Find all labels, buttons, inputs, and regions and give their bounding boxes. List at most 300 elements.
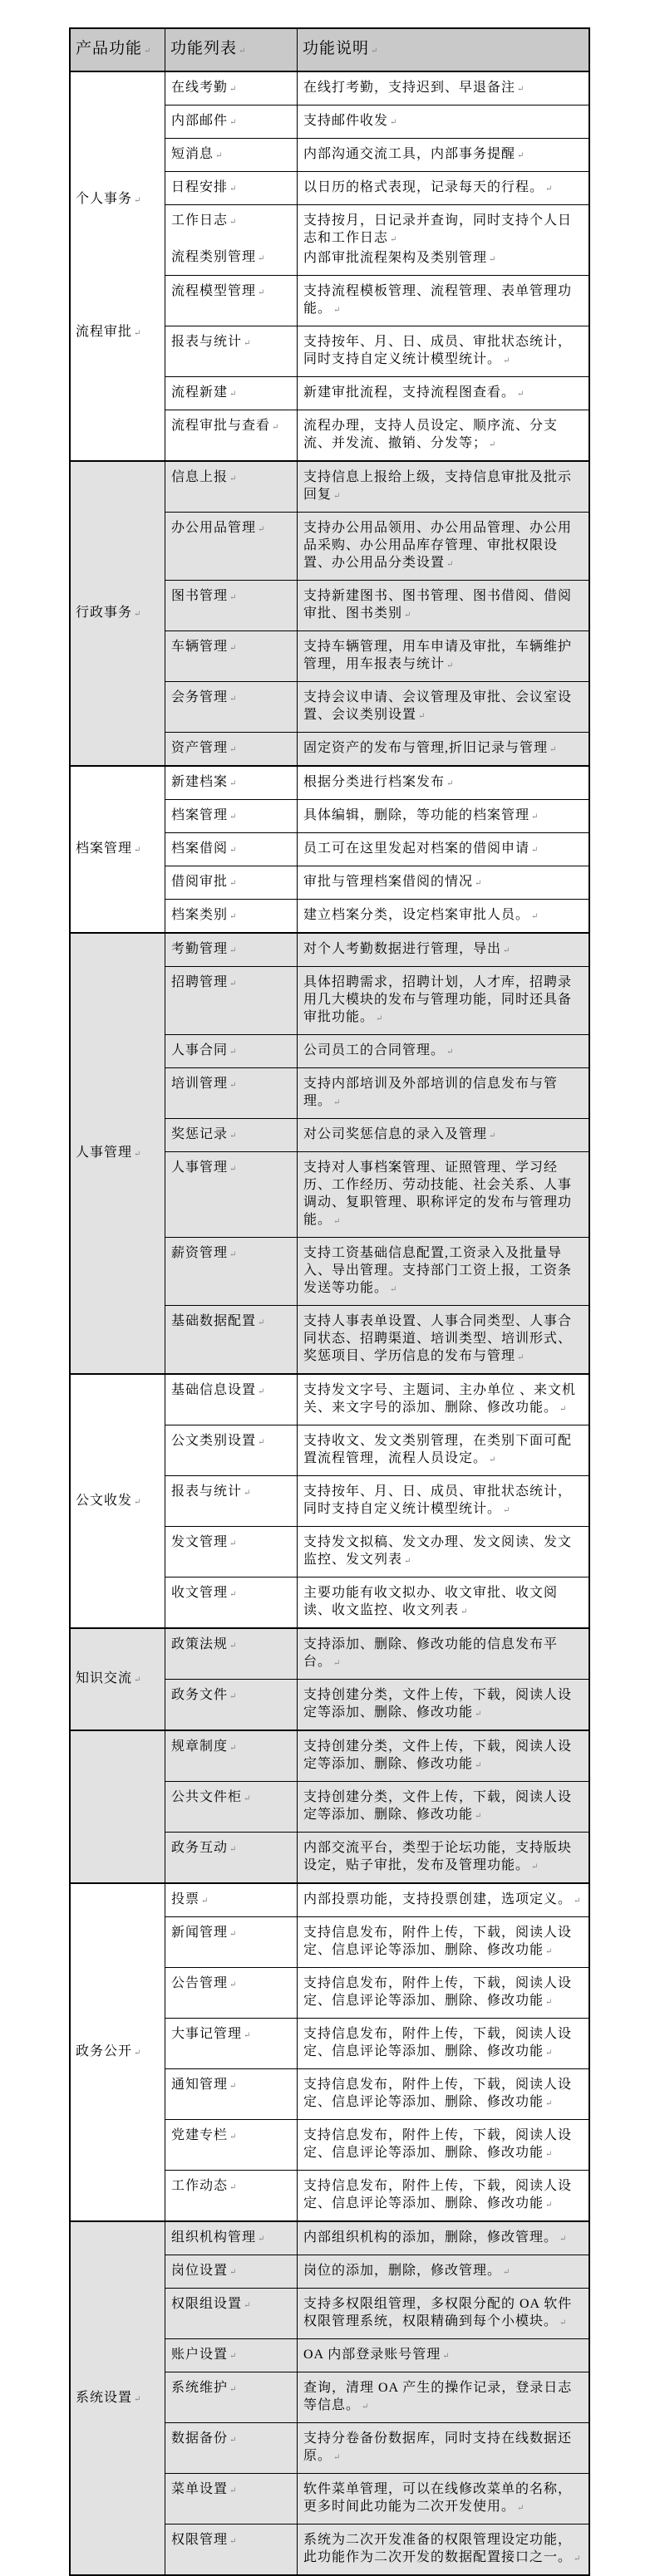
feature-desc-cell bbox=[298, 205, 589, 275]
feature-desc-cell bbox=[298, 967, 589, 1034]
feature-name: 日程安排 ↵ bbox=[171, 179, 293, 198]
table-row bbox=[165, 204, 589, 275]
feature-name: 档案管理 ↵ bbox=[171, 807, 293, 826]
feature-name-cell bbox=[165, 72, 298, 105]
category-cell bbox=[71, 934, 165, 1373]
feature-desc-cell bbox=[298, 72, 589, 105]
feature-name: 发文管理 ↵ bbox=[171, 1533, 293, 1553]
feature-desc-cell bbox=[298, 1035, 589, 1067]
feature-desc-cell bbox=[298, 1884, 589, 1916]
table-row bbox=[165, 171, 589, 204]
feature-desc: 系统为二次开发准备的权限管理设定功能，此功能作为二次开发的数据配置接口之一。 ↵ bbox=[303, 2531, 584, 2568]
feature-name-cell bbox=[165, 1577, 298, 1627]
feature-name-cell bbox=[165, 2423, 298, 2473]
feature-name: 投票 ↵ bbox=[171, 1891, 293, 1910]
category-label: 人事管理 ↵ bbox=[76, 1144, 140, 1163]
category-band bbox=[71, 765, 589, 932]
table-row bbox=[165, 326, 589, 376]
feature-name: 工作日志 ↵ bbox=[171, 212, 293, 231]
category-label: 知识交流 ↵ bbox=[76, 1670, 140, 1689]
category-label: 行政事务 ↵ bbox=[76, 604, 140, 623]
table-row bbox=[165, 1731, 589, 1781]
feature-desc: 支持添加、删除、修改功能的信息发布平台。 ↵ bbox=[303, 1636, 584, 1672]
feature-desc-cell bbox=[298, 1527, 589, 1577]
feature-name: 培训管理 ↵ bbox=[171, 1075, 293, 1094]
feature-desc-cell bbox=[298, 2019, 589, 2068]
feature-desc: 支持信息发布，附件上传，下载，阅读人设定、信息评论等添加、删除、修改功能 ↵ bbox=[303, 2177, 584, 2214]
feature-name: 奖惩记录 ↵ bbox=[171, 1126, 293, 1145]
table-row bbox=[165, 1629, 589, 1679]
feature-name-cell bbox=[165, 2019, 298, 2068]
band-rows bbox=[165, 934, 589, 1373]
feature-name: 报表与统计 ↵ bbox=[171, 1483, 293, 1502]
table-row bbox=[165, 899, 589, 932]
feature-desc: OA 内部登录账号管理 ↵ bbox=[303, 2346, 584, 2365]
feature-desc-cell bbox=[298, 900, 589, 932]
table-row bbox=[165, 1832, 589, 1882]
feature-name: 系统维护 ↵ bbox=[171, 2379, 293, 2398]
category-band bbox=[71, 1373, 589, 1627]
feature-desc-cell bbox=[298, 1306, 589, 1373]
table-row bbox=[165, 2524, 589, 2574]
band-rows bbox=[165, 1884, 589, 2220]
category-band bbox=[71, 72, 589, 460]
feature-name: 组织机构管理 ↵ bbox=[171, 2229, 293, 2248]
feature-desc-cell bbox=[298, 1425, 589, 1475]
feature-desc-cell bbox=[298, 2372, 589, 2422]
feature-desc: 支持信息发布，附件上传，下载，阅读人设定、信息评论等添加、删除、修改功能 ↵ bbox=[303, 2076, 584, 2112]
feature-desc: 公司员工的合同管理。 ↵ bbox=[303, 1042, 584, 1061]
feature-name-cell bbox=[165, 767, 298, 799]
feature-desc-cell bbox=[298, 276, 589, 326]
feature-name: 公告管理 ↵ bbox=[171, 1975, 293, 1994]
feature-desc-cell bbox=[298, 1833, 589, 1882]
feature-desc: 审批与管理档案借阅的情况 ↵ bbox=[303, 873, 584, 892]
table-row bbox=[165, 832, 589, 866]
table-row bbox=[165, 2068, 589, 2119]
feature-desc-cell bbox=[298, 1968, 589, 2018]
feature-name-cell bbox=[165, 377, 298, 410]
feature-name-cell bbox=[165, 1731, 298, 1781]
table-row bbox=[165, 1118, 589, 1151]
feature-desc: 支持收文、发文类别管理，在类别下面可配置流程管理，流程人员设定。 ↵ bbox=[303, 1432, 584, 1469]
feature-name: 招聘管理 ↵ bbox=[171, 974, 293, 993]
feature-name-cell bbox=[165, 2339, 298, 2372]
table-row bbox=[165, 1067, 589, 1118]
feature-name-cell bbox=[165, 513, 298, 580]
feature-name-cell bbox=[165, 1152, 298, 1237]
table-row bbox=[165, 1781, 589, 1832]
feature-desc-cell bbox=[298, 581, 589, 631]
feature-name: 通知管理 ↵ bbox=[171, 2076, 293, 2095]
feature-desc-cell bbox=[298, 2524, 589, 2574]
category-band bbox=[71, 932, 589, 1373]
table-row bbox=[165, 767, 589, 799]
feature-name: 工作动态 ↵ bbox=[171, 2177, 293, 2196]
feature-desc-cell bbox=[298, 631, 589, 681]
feature-desc: 支持车辆管理，用车申请及审批，车辆维护管理，用车报表与统计 ↵ bbox=[303, 638, 584, 675]
feature-name: 会务管理 ↵ bbox=[171, 689, 293, 708]
feature-desc: 软件菜单管理，可以在线修改菜单的名称，更多时间此功能为二次开发使用。 ↵ bbox=[303, 2480, 584, 2517]
feature-name-cell bbox=[165, 2255, 298, 2288]
feature-name: 权限组设置 ↵ bbox=[171, 2295, 293, 2314]
table-row bbox=[165, 2018, 589, 2068]
table-row bbox=[165, 631, 589, 681]
category-cell bbox=[71, 1884, 165, 2220]
feature-desc: 支持创建分类，文件上传，下载，阅读人设定等添加、删除、修改功能 ↵ bbox=[303, 1788, 584, 1825]
feature-name: 考勤管理 ↵ bbox=[171, 940, 293, 959]
table-row bbox=[165, 1237, 589, 1305]
feature-name: 岗位设置 ↵ bbox=[171, 2262, 293, 2281]
feature-desc-cell bbox=[298, 2120, 589, 2170]
feature-desc: 员工可在这里发起对档案的借阅申请 ↵ bbox=[303, 840, 584, 859]
feature-name-cell bbox=[165, 462, 298, 512]
category-cell bbox=[71, 1375, 165, 1627]
feature-name: 政务互动 ↵ bbox=[171, 1839, 293, 1858]
feature-desc: 内部组织机构的添加，删除，修改管理。 ↵ bbox=[303, 2229, 584, 2248]
feature-name: 新建档案 ↵ bbox=[171, 773, 293, 792]
feature-name: 档案类别 ↵ bbox=[171, 906, 293, 925]
category-cell bbox=[71, 1629, 165, 1730]
category-label: 流程审批 ↵ bbox=[76, 323, 140, 342]
feature-name: 公共文件柜 ↵ bbox=[171, 1788, 293, 1808]
band-rows bbox=[165, 1629, 589, 1730]
table-row bbox=[165, 2422, 589, 2473]
feature-name: 大事记管理 ↵ bbox=[171, 2025, 293, 2044]
feature-desc: 新建审批流程，支持流程图查看。 ↵ bbox=[303, 384, 584, 403]
feature-name-cell bbox=[165, 2474, 298, 2524]
feature-desc: 主要功能有收文拟办、收文审批、收文阅读、收文监控、收文列表 ↵ bbox=[303, 1584, 584, 1621]
feature-name-cell bbox=[165, 900, 298, 932]
feature-name: 新闻管理 ↵ bbox=[171, 1924, 293, 1943]
category-cell bbox=[71, 72, 165, 460]
product-features-table bbox=[69, 27, 590, 2576]
feature-desc-cell bbox=[298, 2423, 589, 2473]
feature-desc: 支持分卷备份数据库，同时支持在线数据还原。 ↵ bbox=[303, 2430, 584, 2466]
feature-desc-cell bbox=[298, 2222, 589, 2255]
table-row bbox=[165, 1679, 589, 1730]
feature-desc: 支持对人事档案管理、证照管理、学习经历、工作经历、劳动技能、社会关系、人事调动、复职管理、职称评定的发布与管理功能。 ↵ bbox=[303, 1159, 584, 1230]
feature-desc: 在线打考勤，支持迟到、早退备注 ↵ bbox=[303, 79, 584, 98]
table-body bbox=[71, 72, 589, 2574]
feature-desc: 支持信息发布，附件上传，下载，阅读人设定、信息评论等添加、删除、修改功能 ↵ bbox=[303, 1924, 584, 1960]
feature-name: 流程新建 ↵ bbox=[171, 384, 293, 403]
feature-name-cell bbox=[165, 2524, 298, 2574]
feature-desc-cell bbox=[298, 2171, 589, 2220]
feature-desc-cell bbox=[298, 2339, 589, 2372]
feature-desc: 内部审批流程架构及类别管理 ↵ bbox=[303, 249, 584, 268]
table-row bbox=[165, 1034, 589, 1067]
feature-desc-cell bbox=[298, 1152, 589, 1237]
band-rows bbox=[165, 462, 589, 765]
feature-name: 信息上报 ↵ bbox=[171, 469, 293, 488]
feature-name-cell bbox=[165, 1238, 298, 1305]
feature-name: 基础信息设置 ↵ bbox=[171, 1381, 293, 1401]
feature-desc: 支持按年、月、日、成员、审批状态统计，同时支持自定义统计模型统计。 ↵ bbox=[303, 1483, 584, 1519]
table-row bbox=[165, 376, 589, 410]
feature-name-cell bbox=[165, 1782, 298, 1832]
feature-name-cell bbox=[165, 1917, 298, 1967]
feature-name-cell bbox=[165, 1476, 298, 1526]
feature-desc-cell bbox=[298, 1068, 589, 1118]
feature-name: 流程类别管理 ↵ bbox=[171, 248, 293, 267]
feature-name-cell bbox=[165, 2222, 298, 2255]
feature-desc-cell bbox=[298, 1119, 589, 1151]
feature-desc: 支持新建图书、图书管理、图书借阅、借阅审批、图书类别 ↵ bbox=[303, 587, 584, 624]
category-cell bbox=[71, 2222, 165, 2574]
feature-name-cell bbox=[165, 800, 298, 832]
table-row bbox=[165, 732, 589, 765]
feature-desc: 具体招聘需求，招聘计划，人才库，招聘录用几大模块的发布与管理功能，同时还具备审批功能。 ↵ bbox=[303, 974, 584, 1028]
category-band bbox=[71, 1730, 589, 1882]
table-row bbox=[165, 2473, 589, 2524]
feature-name-cell bbox=[165, 2289, 298, 2338]
feature-name-cell bbox=[165, 934, 298, 966]
feature-desc: 流程办理，支持人员设定、顺序流、分支流、并发流、撤销、分发等； ↵ bbox=[303, 417, 584, 454]
feature-name: 车辆管理 ↵ bbox=[171, 638, 293, 657]
feature-desc: 对个人考勤数据进行管理，导出 ↵ bbox=[303, 940, 584, 959]
category-band bbox=[71, 1627, 589, 1730]
table-row bbox=[165, 866, 589, 899]
feature-name-cell bbox=[165, 139, 298, 171]
feature-name-cell bbox=[165, 172, 298, 204]
feature-desc-cell bbox=[298, 2474, 589, 2524]
feature-desc: 支持会议申请、会议管理及审批、会议室设置、会议类别设置 ↵ bbox=[303, 689, 584, 725]
table-header-row bbox=[71, 29, 589, 72]
feature-name: 内部邮件 ↵ bbox=[171, 112, 293, 131]
category-cell bbox=[71, 767, 165, 932]
feature-desc-cell bbox=[298, 513, 589, 580]
feature-name: 规章制度 ↵ bbox=[171, 1738, 293, 1757]
feature-name-cell bbox=[165, 581, 298, 631]
feature-name: 资产管理 ↵ bbox=[171, 739, 293, 758]
feature-desc: 支持办公用品领用、办公用品管理、办公用品采购、办公用品库存管理、审批权限设置、办公用品分类设置 ↵ bbox=[303, 519, 584, 573]
feature-name: 菜单设置 ↵ bbox=[171, 2480, 293, 2500]
table-row bbox=[165, 1526, 589, 1577]
feature-name: 图书管理 ↵ bbox=[171, 587, 293, 606]
table-row bbox=[165, 462, 589, 512]
feature-desc-cell bbox=[298, 1238, 589, 1305]
feature-name: 档案借阅 ↵ bbox=[171, 840, 293, 859]
feature-desc-cell bbox=[298, 377, 589, 410]
table-row bbox=[165, 580, 589, 631]
feature-name-cell bbox=[165, 410, 298, 460]
feature-desc-cell bbox=[298, 326, 589, 376]
feature-name: 数据备份 ↵ bbox=[171, 2430, 293, 2449]
feature-name-cell bbox=[165, 2120, 298, 2170]
feature-name-cell bbox=[165, 1833, 298, 1882]
header-label: 功能说明 ↵ bbox=[303, 40, 377, 57]
header-label: 功能列表 ↵ bbox=[170, 40, 245, 57]
table-row bbox=[165, 1577, 589, 1627]
feature-desc: 支持多权限组管理，多权限分配的 OA 软件权限管理系统，权限精确到每个小模块。 ↵ bbox=[303, 2295, 584, 2332]
table-row bbox=[165, 72, 589, 105]
table-row bbox=[165, 105, 589, 138]
feature-name-cell bbox=[165, 1884, 298, 1916]
feature-name: 账户设置 ↵ bbox=[171, 2346, 293, 2365]
feature-desc-cell bbox=[298, 1680, 589, 1730]
feature-desc-cell bbox=[298, 866, 589, 899]
table-row bbox=[165, 2170, 589, 2220]
feature-desc: 查询，清理 OA 产生的操作记录，登录日志等信息。 ↵ bbox=[303, 2379, 584, 2416]
feature-desc-cell bbox=[298, 1375, 589, 1425]
feature-name-cell bbox=[165, 2171, 298, 2220]
feature-name: 短消息 ↵ bbox=[171, 145, 293, 164]
feature-name: 薪资管理 ↵ bbox=[171, 1244, 293, 1263]
table-row bbox=[165, 1916, 589, 1967]
feature-desc-cell bbox=[298, 682, 589, 732]
header-label: 产品功能 ↵ bbox=[76, 40, 150, 57]
band-rows bbox=[165, 72, 589, 460]
feature-name: 公文类别设置 ↵ bbox=[171, 1432, 293, 1451]
feature-name: 流程审批与查看 ↵ bbox=[171, 417, 293, 436]
feature-desc-cell bbox=[298, 1577, 589, 1627]
feature-desc-cell bbox=[298, 1917, 589, 1967]
feature-name-cell bbox=[165, 2372, 298, 2422]
feature-desc-cell bbox=[298, 934, 589, 966]
category-label: 系统设置 ↵ bbox=[76, 2389, 140, 2408]
table-row bbox=[165, 138, 589, 171]
table-row bbox=[165, 934, 589, 966]
feature-desc: 具体编辑，删除，等功能的档案管理 ↵ bbox=[303, 807, 584, 826]
table-row bbox=[165, 1151, 589, 1237]
category-band bbox=[71, 1882, 589, 2220]
header-cell-product-function bbox=[71, 29, 165, 71]
feature-name: 收文管理 ↵ bbox=[171, 1584, 293, 1603]
feature-desc: 支持发文字号、主题词、主办单位 、来文机关、来文字号的添加、删除、修改功能。 ↵ bbox=[303, 1381, 584, 1418]
table-row bbox=[165, 2288, 589, 2338]
feature-desc: 以日历的格式表现，记录每天的行程。 ↵ bbox=[303, 179, 584, 198]
feature-name: 权限管理 ↵ bbox=[171, 2531, 293, 2550]
feature-name: 基础数据配置 ↵ bbox=[171, 1313, 293, 1332]
feature-name-cell bbox=[165, 1680, 298, 1730]
table-row bbox=[165, 1475, 589, 1526]
feature-desc: 支持工资基础信息配置,工资录入及批量导入、导出管理。支持部门工资上报，工资条发送等功能。 ↵ bbox=[303, 1244, 584, 1298]
band-rows bbox=[165, 767, 589, 932]
band-rows bbox=[165, 2222, 589, 2574]
category-band bbox=[71, 460, 589, 765]
feature-name: 报表与统计 ↵ bbox=[171, 333, 293, 352]
header-cell-feature-description bbox=[298, 29, 589, 71]
table-row bbox=[165, 2222, 589, 2255]
table-row bbox=[165, 2255, 589, 2288]
feature-name-cell bbox=[165, 833, 298, 866]
table-row bbox=[165, 1967, 589, 2018]
table-row bbox=[165, 275, 589, 326]
category-label: 公文收发 ↵ bbox=[76, 1492, 140, 1511]
table-row bbox=[165, 1884, 589, 1916]
feature-desc: 内部交流平台，类型于论坛功能，支持版块设定，贴子审批，发布及管理功能。 ↵ bbox=[303, 1839, 584, 1876]
feature-name: 流程模型管理 ↵ bbox=[171, 282, 293, 302]
feature-desc-cell bbox=[298, 1731, 589, 1781]
feature-desc-cell bbox=[298, 833, 589, 866]
feature-name: 办公用品管理 ↵ bbox=[171, 519, 293, 538]
feature-desc: 内部沟通交流工具，内部事务提醒 ↵ bbox=[303, 145, 584, 164]
feature-name-cell bbox=[165, 1425, 298, 1475]
feature-name-cell bbox=[165, 967, 298, 1034]
feature-name-cell bbox=[165, 1119, 298, 1151]
feature-desc: 支持内部培训及外部培训的信息发布与管理。 ↵ bbox=[303, 1075, 584, 1111]
feature-name-cell bbox=[165, 1068, 298, 1118]
feature-name-cell bbox=[165, 1527, 298, 1577]
table-row bbox=[165, 2372, 589, 2422]
feature-desc: 内部投票功能，支持投票创建，选项定义。 ↵ bbox=[303, 1891, 584, 1910]
feature-desc: 支持人事表单设置、人事合同类型、人事合同状态、招聘渠道、培训类型、培训形式、奖惩项目、学历信息的发布与管理 ↵ bbox=[303, 1313, 584, 1367]
feature-name-cell bbox=[165, 1375, 298, 1425]
feature-name-cell bbox=[165, 326, 298, 376]
feature-desc-cell bbox=[298, 2069, 589, 2119]
feature-desc: 支持创建分类，文件上传，下载，阅读人设定等添加、删除、修改功能 ↵ bbox=[303, 1738, 584, 1774]
feature-name: 政策法规 ↵ bbox=[171, 1636, 293, 1655]
table-row bbox=[165, 1425, 589, 1475]
table-row bbox=[165, 1375, 589, 1425]
feature-desc: 支持发文拟稿、发文办理、发文阅读、发文监控、发文列表 ↵ bbox=[303, 1533, 584, 1570]
table-row bbox=[165, 966, 589, 1034]
band-rows bbox=[165, 1375, 589, 1627]
feature-desc: 对公司奖惩信息的录入及管理 ↵ bbox=[303, 1126, 584, 1145]
feature-name-cell bbox=[165, 733, 298, 765]
category-label: 政务公开 ↵ bbox=[76, 2043, 140, 2062]
feature-name: 人事管理 ↵ bbox=[171, 1159, 293, 1178]
feature-name-cell bbox=[165, 2069, 298, 2119]
feature-name: 党建专栏 ↵ bbox=[171, 2127, 293, 2146]
feature-name: 人事合同 ↵ bbox=[171, 1042, 293, 1061]
feature-desc-cell bbox=[298, 2255, 589, 2288]
feature-desc-cell bbox=[298, 767, 589, 799]
feature-desc-cell bbox=[298, 105, 589, 138]
category-cell bbox=[71, 462, 165, 765]
feature-name-cell bbox=[165, 276, 298, 326]
feature-desc: 根据分类进行档案发布 ↵ bbox=[303, 773, 584, 792]
feature-name-cell bbox=[165, 1968, 298, 2018]
category-label: 档案管理 ↵ bbox=[76, 840, 140, 859]
feature-name-cell bbox=[165, 631, 298, 681]
table-row bbox=[165, 2119, 589, 2170]
feature-desc: 支持信息发布，附件上传，下载，阅读人设定、信息评论等添加、删除、修改功能 ↵ bbox=[303, 1975, 584, 2011]
feature-name-cell bbox=[165, 1629, 298, 1679]
feature-desc-cell bbox=[298, 800, 589, 832]
feature-name-cell bbox=[165, 682, 298, 732]
feature-desc: 支持按月，日记录并查询，同时支持个人日志和工作日志 ↵ bbox=[303, 212, 584, 248]
table-row bbox=[165, 2338, 589, 2372]
feature-desc: 建立档案分类，设定档案审批人员。 ↵ bbox=[303, 906, 584, 925]
feature-desc: 支持信息发布，附件上传，下载，阅读人设定、信息评论等添加、删除、修改功能 ↵ bbox=[303, 2025, 584, 2062]
category-cell bbox=[71, 1731, 165, 1882]
feature-desc-cell bbox=[298, 1476, 589, 1526]
feature-desc-cell bbox=[298, 172, 589, 204]
feature-name-cell bbox=[165, 205, 298, 275]
feature-name-cell bbox=[165, 866, 298, 899]
feature-name: 政务文件 ↵ bbox=[171, 1686, 293, 1705]
feature-name-cell bbox=[165, 1306, 298, 1373]
feature-desc-cell bbox=[298, 410, 589, 460]
table-row bbox=[165, 681, 589, 732]
feature-desc: 支持创建分类，文件上传，下载，阅读人设定等添加、删除、修改功能 ↵ bbox=[303, 1686, 584, 1723]
table-row bbox=[165, 410, 589, 460]
feature-name-cell bbox=[165, 1035, 298, 1067]
feature-desc: 支持邮件收发 ↵ bbox=[303, 112, 584, 131]
feature-desc-cell bbox=[298, 733, 589, 765]
feature-desc-cell bbox=[298, 1782, 589, 1832]
feature-desc: 支持流程模板管理、流程管理、表单管理功能。 ↵ bbox=[303, 282, 584, 319]
feature-desc-cell bbox=[298, 2289, 589, 2338]
feature-desc: 岗位的添加，删除，修改管理。 ↵ bbox=[303, 2262, 584, 2281]
category-label: 个人事务 ↵ bbox=[76, 190, 140, 209]
feature-desc: 支持信息上报给上级，支持信息审批及批示回复 ↵ bbox=[303, 469, 584, 505]
feature-desc: 支持信息发布，附件上传，下载，阅读人设定、信息评论等添加、删除、修改功能 ↵ bbox=[303, 2127, 584, 2163]
table-row bbox=[165, 799, 589, 832]
feature-desc-cell bbox=[298, 462, 589, 512]
